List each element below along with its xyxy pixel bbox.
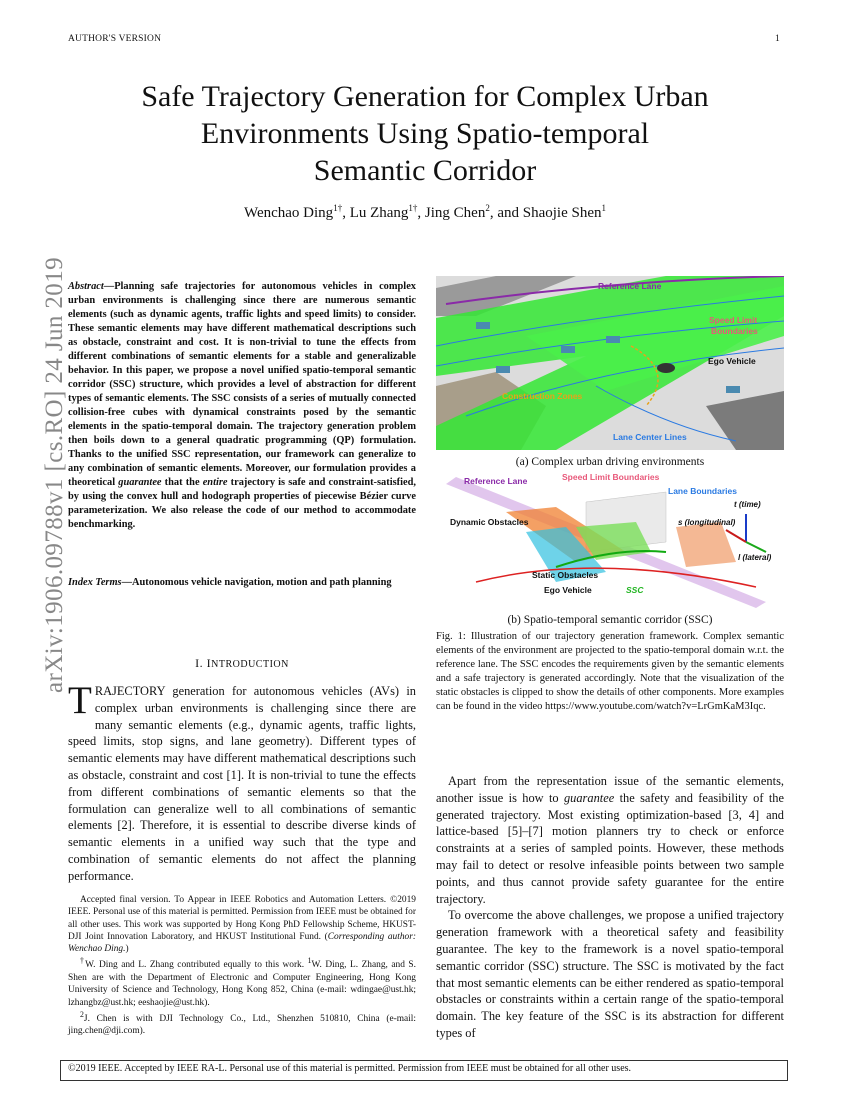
fig-a-ego-vehicle xyxy=(657,363,675,373)
footnote-2-mark: † xyxy=(80,956,86,966)
abstract-text-1: —Planning safe trajectories for autonomous vehicles in complex urban environments is challenging since there are numerous semantic elements (such as dynamic agents, traffic lights and speed limits) to consider. These semantic elements may have different mathematical descriptions such as obstacle, constraint and cost. It is non-trivial to tune the effects from different combinations of semantic elements for a stable and generalizable behavior. In this paper, we propose a novel unified spatio-temporal semantic corridor (SSC) structure, which provides a level of abstraction for different types of semantic elements. The SSC consists of a series of mutually connected collision-free cubes with dynamical constraints posed by the semantic elements in the spatio-temporal domain. The trajectory generation problem then boils down to a general quadratic programming (QP) formulation. Thanks to the unified SSC representation, our framework can generalize to any combination of semantic elements. Moreover, our formulation provides a theoretical xyxy=(68,281,416,488)
figure-1-caption: Fig. 1: Illustration of our trajectory generation framework. Complex semantic elements of the environment are projected to the spatio-temporal domain w.r.t. the reference lane. The SSC encodes the requirements given by the semantic elements and a safe trajectory is generated accordingly. Note that the visualization of the static obstacles is clipped to show the details of other components. More examples can be found in the video https://www.youtube.com/watch?v=LrGmKaM3Iqc. xyxy=(436,631,784,712)
right-p1-text-b: the safety and feasibility of the generated trajectory. Most existing optimization-based [3, 4] and lattice-based [5]–[7] motion planners try to check or enforce constraints at a series of sampled points. However, these methods may fail to detect or resolve infeasible points between two sample points, and thus cannot provide safety guarantee for the entire trajectory. xyxy=(436,790,784,906)
author-4: and Shaojie Shen xyxy=(497,205,602,221)
abstract-emphasis-1: guarantee xyxy=(118,477,162,488)
fig-b-label-lane-boundaries: Lane Boundaries xyxy=(668,486,737,496)
right-column-body xyxy=(436,773,784,1042)
figure-1b-ssc xyxy=(436,472,784,610)
section-heading-introduction xyxy=(68,656,416,671)
abstract-text-2: that the xyxy=(161,477,203,488)
fig-a-label-reference-lane: Reference Lane xyxy=(598,281,662,291)
footnote-1 xyxy=(68,894,416,955)
fig-b-label-t-axis: t (time) xyxy=(734,500,761,509)
section-heading-cap: I xyxy=(206,656,212,670)
fig-b-label-reference-lane: Reference Lane xyxy=(464,476,528,486)
right-paragraph-1 xyxy=(436,773,784,907)
footnote-2-mark-2: 1 xyxy=(307,956,312,966)
footnote-3 xyxy=(68,1009,416,1038)
right-p1-text-a: Apart from the representation issue of the semantic elements, another issue is how to xyxy=(436,774,784,805)
abstract xyxy=(68,280,416,532)
paper-title xyxy=(60,78,790,189)
fig-a-label-speed-limit-1: Speed Limit xyxy=(709,315,758,325)
author-list: Wenchao Ding$^{1\dagger}$, Lu Zhang$^{1\dagger}$, Jing Chen$^2$, and Shaojie Shen$^1$ xyxy=(244,203,606,221)
fig-b-label-l-axis: l (lateral) xyxy=(738,553,772,562)
abstract-emphasis-2: entire xyxy=(202,477,228,488)
fig-a-label-lane-center: Lane Center Lines xyxy=(613,432,687,442)
author-1-affil: 1† xyxy=(333,203,343,213)
fig-b-label-speed-limit: Speed Limit Boundaries xyxy=(562,472,660,482)
page-number: 1 xyxy=(775,34,780,44)
fig-a-vehicle-3 xyxy=(561,346,575,353)
fig-b-s-axis xyxy=(726,530,746,542)
abstract-label: Abstract xyxy=(68,281,104,292)
author-2: Lu Zhang xyxy=(349,205,409,221)
intro-paragraph-text: RAJECTORY generation for autonomous vehicles (AVs) in complex urban environments is challenging since there are many semantic elements (e.g., dynamic agents, traffic lights, speed limits, stop signs, and lane geometry). Different types of semantic elements may have different mathematical descriptions such as obstacle, constraint and cost [1]. It is non-trivial to tune the effects from different combinations of semantic elements so that the formulation can generalize well to all combinations of semantic elements [2]. Therefore, it is essential to describe diverse kinds of semantic elements in a unified way such that the type and combination of semantic elements do not affect the planning performance. xyxy=(68,684,416,883)
running-header: AUTHOR'S VERSION xyxy=(68,34,162,44)
fig-b-label-s-axis: s (longitudinal) xyxy=(678,518,736,527)
fig-a-vehicle-4 xyxy=(606,336,620,343)
title-line-3: Semantic Corridor xyxy=(313,154,537,187)
fig-b-dynamic-obstacle-3 xyxy=(676,522,736,567)
right-p1-emphasis: guarantee xyxy=(563,790,615,805)
fig-a-label-speed-limit-2: Boundaries xyxy=(711,326,758,336)
footnote-3-text: J. Chen is with DJI Technology Co., Ltd., Shenzhen 510810, China (e-mail: jing.chen@dji.com). xyxy=(68,1013,416,1037)
fig-a-label-ego-vehicle: Ego Vehicle xyxy=(708,356,756,366)
index-terms-text: —Autonomous vehicle navigation, motion and path planning xyxy=(121,577,392,588)
section-numeral: I. xyxy=(195,656,207,670)
drop-cap: T xyxy=(68,679,92,722)
author-3-affil: 2 xyxy=(485,203,490,213)
fig-a-label-construction: Construction Zones xyxy=(502,391,583,401)
fig-b-label-static-obstacles: Static Obstacles xyxy=(532,570,599,580)
fig-a-vehicle-5 xyxy=(726,386,740,393)
author-2-affil: 1† xyxy=(408,203,418,213)
title-line-2: Environments Using Spatio-temporal xyxy=(200,117,650,150)
footnote-2-text-a: W. Ding and L. Zhang contributed equally to this work. xyxy=(85,960,308,971)
figure-1a-urban-environment xyxy=(436,276,784,450)
section-heading-rest: NTRODUCTION xyxy=(211,659,289,670)
fig-a-vehicle-1 xyxy=(476,322,490,329)
author-1: Wenchao Ding xyxy=(244,205,334,221)
figure-1a-caption: (a) Complex urban driving environments xyxy=(515,456,705,468)
fig-b-label-ego-vehicle: Ego Vehicle xyxy=(544,585,592,595)
footnote-3-mark: 2 xyxy=(80,1009,84,1019)
footnotes xyxy=(68,894,416,1038)
fig-a-vehicle-2 xyxy=(496,366,510,373)
fig-b-label-ssc: SSC xyxy=(626,585,644,595)
footnote-1-emphasis: Corresponding author: Wenchao Ding. xyxy=(68,931,416,955)
footnote-2 xyxy=(68,955,416,1008)
index-terms-label: Index Terms xyxy=(68,577,122,588)
author-3: Jing Chen xyxy=(424,205,486,221)
title-line-1: Safe Trajectory Generation for Complex Urban xyxy=(141,80,709,113)
index-terms xyxy=(68,576,416,590)
abstract-text-3: trajectory is safe and constraint-satisfied, by using the convex hull and hodograph properties of piecewise Bézier curve parameterization. We also release the code of our method to accommodate benchmarking. xyxy=(68,477,416,530)
fig-b-l-axis xyxy=(746,542,766,552)
figure-1b-caption: (b) Spatio-temporal semantic corridor (SSC) xyxy=(507,614,713,626)
footnote-1-text: Accepted final version. To Appear in IEEE Robotics and Automation Letters. ©2019 IEEE. Personal use of this material is permitted. Permission from IEEE must be obtained for all other uses. This work was supported by Hong Kong PhD Fellowship Scheme, HKUST-DJI Joint Innovation Laboratory, and HKUST Institutional Fund. ( xyxy=(68,895,416,942)
fig-b-label-dynamic-obstacles: Dynamic Obstacles xyxy=(450,517,529,527)
footnote-2-text-b: W. Ding, L. Zhang, and S. Shen are with the Department of Electronic and Computer Engineering, Hong Kong University of Science and Technology, Hong Kong 852, China (e-mail: wdingae@ust.hk; lzhangbz@ust.hk; eeshaojie@ust.hk). xyxy=(68,960,416,1008)
intro-paragraph xyxy=(68,679,416,885)
arxiv-stamp: arXiv:1906.09788v1 [cs.RO] 24 Jun 2019 xyxy=(41,256,68,693)
right-paragraph-2: To overcome the above challenges, we propose a unified trajectory generation framework with a theoretical safety and feasibility guarantee. The key to the framework is a novel spatio-temporal semantic corridor (SSC) structure. The SSC is motivated by the fact that most semantic elements can be either rendered as spatio-temporal obstacles or constraints within a certain range of the spatio-temporal domain. The key feature of the SSC is its abstraction for different types of xyxy=(436,908,784,1040)
copyright-footer-text: ©2019 IEEE. Accepted by IEEE RA-L. Personal use of this material is permitted. Permission from IEEE must be obtained for all other uses. xyxy=(68,1063,632,1074)
footnote-1-close: ) xyxy=(125,944,129,955)
author-4-affil: 1 xyxy=(601,203,606,213)
